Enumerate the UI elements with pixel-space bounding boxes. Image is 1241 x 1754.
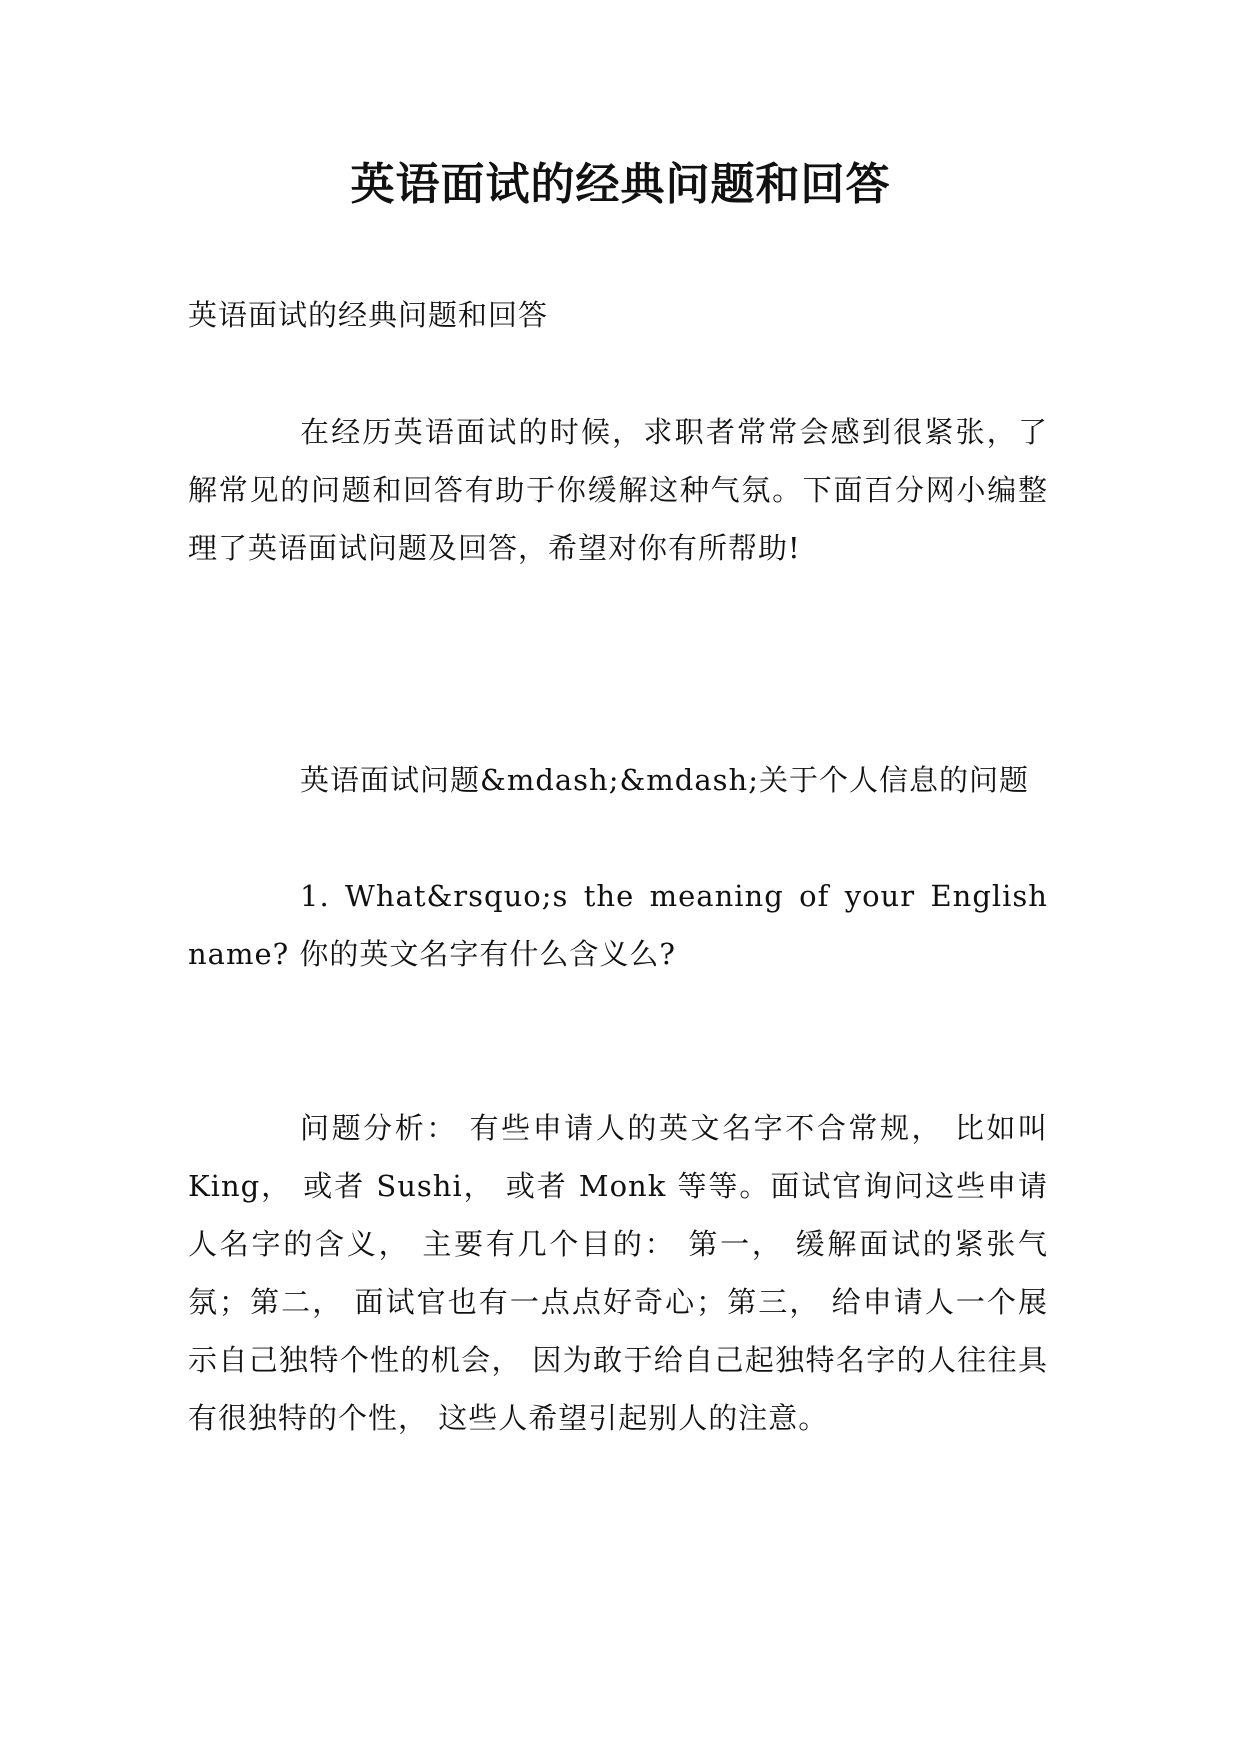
question-1-paragraph: 1. What&rsquo;s the meaning of your English name? 你的英文名字有什么含义么? xyxy=(188,879,1048,971)
document-title: 英语面试的经典问题和回答 xyxy=(350,159,891,210)
document-subtitle: 英语面试的经典问题和回答 xyxy=(188,298,549,332)
question-1-analysis-paragraph: 问题分析： 有些申请人的英文名字不合常规， 比如叫 King， 或者 Sushi， 或者 Monk 等等。面试官询问这些申请人名字的含义， 主要有几个目的： 第一， 缓解面试的紧张气氛；第二， 面试官也有一点点好奇心；第三， 给申请人一个展示自己独特个性的机会， 因为敢于给自己起独特名字的人往往具有很独特的个性， 这些人希望引起别人的注意。 xyxy=(188,1111,1048,1435)
section-heading: 英语面试问题&mdash;&mdash;关于个人信息的问题 xyxy=(300,763,1029,797)
intro-paragraph: 在经历英语面试的时候，求职者常常会感到很紧张，了解常见的问题和回答有助于你缓解这种气氛。下面百分网小编整理了英语面试问题及回答，希望对你有所帮助! xyxy=(188,415,1048,565)
